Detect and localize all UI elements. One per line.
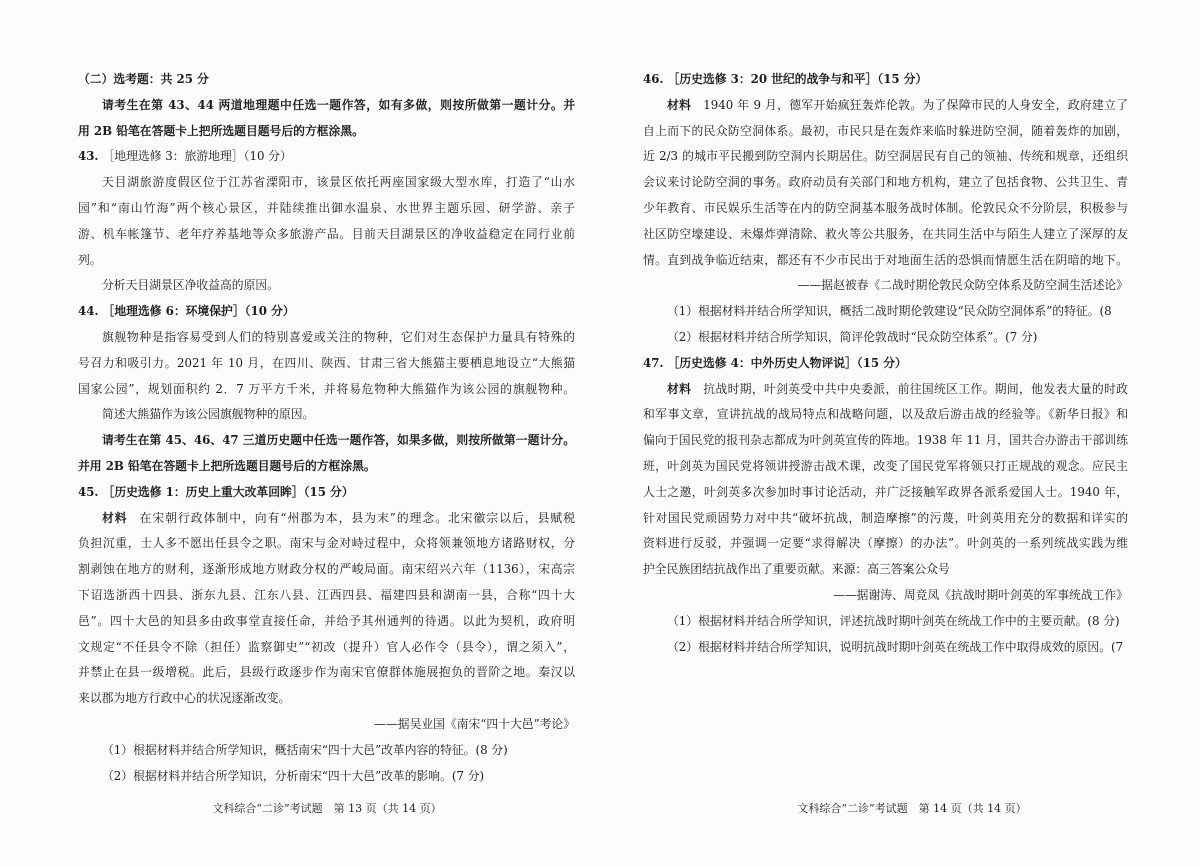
right-page-footer: 文科综合“二诊”考试题 第 14 页（共 14 页） bbox=[797, 802, 1027, 815]
q46-sub-question: （2）根据材料并结合所学知识，简评伦敦战时“民众防空体系”。(7 分) bbox=[667, 329, 1038, 344]
question-topic: ［地理选修 3：旅游地理］（10 分） bbox=[102, 149, 292, 164]
q44-prompt: 简述大熊猫作为该公园旗舰物种的原因。 bbox=[102, 407, 315, 422]
q47-material-line: 人士之邀，叶剑英多次参加时事讨论活动，并广泛接触军政界各派系爱国人士。1940 年， bbox=[643, 484, 1128, 499]
question-number: 46. bbox=[643, 72, 664, 86]
q45-material-line: 并禁止在县一级增税。此后，县级行政逐步作为南宋官僚群体施展抱负的晋阶之地。秦汉以 bbox=[78, 665, 575, 680]
q46-sub-question: （1）根据材料并结合所学知识，概括二战时期伦敦建设“民众防空洞体系”的特征。(8 bbox=[667, 304, 1112, 319]
question-number: 47. bbox=[643, 355, 664, 370]
q47-sub-question: （1）根据材料并结合所学知识，评述抗战时期叶剑英在统战工作中的主要贡献。(8 分) bbox=[667, 613, 1120, 628]
question-number: 44. bbox=[78, 304, 99, 319]
material-text: 1940 年 9 月，德军开始疯狂轰炸伦敦。为了保障市民的人身安全，政府建立了 bbox=[703, 97, 1128, 112]
q46-material-line: 自上而下的民众防空洞体系。最初，市民只是在轰炸来临时躲进防空洞，随着轰炸的加剧， bbox=[643, 123, 1128, 138]
q45-material-line: 割剥蚀在地方的财利，逐渐形成地方财政分权的严峻局面。南宋绍兴六年（1136），宋高宗 bbox=[78, 562, 575, 577]
q47-material-line: 针对国民党顽固势力对中共“破坏抗战，制造摩擦”的污蔑，叶剑英用充分的数据和详实的 bbox=[643, 510, 1128, 525]
q45-sub-question: （2）根据材料并结合所学知识，分析南宋“四十大邑”改革的影响。(7 分) bbox=[102, 768, 485, 783]
q45-material-line: 文规定“不任县令不除（担任）监察御史”“初改（提升）官人必作令（县令），谓之须入”， bbox=[78, 639, 575, 654]
q46-material-line bbox=[643, 93, 1128, 119]
hist-instructions-line: 请考生在第 45、46、47 三道历史题中任选一题作答，如果多做，则按所做第一题计分。 bbox=[102, 433, 575, 448]
q43-material-line: 园”和“南山竹海”两个核心景区，并陆续推出御水温泉、水世界主题乐园、研学游、亲子 bbox=[78, 200, 575, 215]
source-note: 来源：高三答案公众号 bbox=[831, 562, 950, 577]
q46-material-line: 近 2/3 的城市平民搬到防空洞内长期居住。防空洞居民有自己的领袖、传统和规章，还组织 bbox=[643, 149, 1128, 164]
question-45-title bbox=[78, 480, 575, 506]
material-text: 抗战时期，叶剑英受中共中央委派，前往国统区工作。期间，他发表大量的时政 bbox=[703, 381, 1128, 396]
question-47-title bbox=[643, 351, 1128, 377]
right-page bbox=[643, 67, 1128, 660]
left-page-footer: 文科综合“二诊”考试题 第 13 页（共 14 页） bbox=[212, 802, 442, 815]
q44-material-line: 号召力和吸引力。2021 年 10 月，在四川、陕西、甘肃三省大熊猫主要栖息地设立“大熊猫 bbox=[78, 355, 575, 370]
question-44-title bbox=[78, 299, 575, 325]
left-page bbox=[78, 67, 575, 789]
q46-material-line: 情。直到战争临近结束，都还有不少市民出于对地面生活的恐惧而情愿生活在阴暗的地下。 bbox=[643, 252, 1128, 267]
question-43-title bbox=[78, 144, 575, 170]
q47-sub-question: （2）根据材料并结合所学知识，说明抗战时期叶剑英在统战工作中取得成效的原因。(7 bbox=[667, 639, 1124, 654]
q47-material-line: 资料进行反驳，并强调一定要“求得解决（摩擦）的办法”。叶剑英的一系列统战实践为维 bbox=[643, 536, 1128, 551]
q45-source-citation: ——据吴业国《南宋“四十大邑”考论》 bbox=[374, 716, 575, 731]
q44-material-line: 旗舰物种是指容易受到人们的特别喜爱或关注的物种，它们对生态保护力量具有特殊的 bbox=[102, 329, 575, 344]
geo-instructions-line: 用 2B 铅笔在答题卡上把所选题目题号后的方框涂黑。 bbox=[78, 123, 364, 138]
section-heading: （二）选考题：共 25 分 bbox=[78, 72, 209, 86]
q45-material-line: 邑”。四十大邑的知县多由政事堂直接任命，并给予其州通判的待遇。以此为契机，政府明 bbox=[78, 613, 575, 628]
q45-material-line bbox=[78, 506, 575, 532]
q47-material-line bbox=[643, 557, 1128, 583]
question-topic: ［历史选修 3：20 世纪的战争与和平］（15 分） bbox=[667, 72, 928, 86]
hist-instructions-line: 并用 2B 铅笔在答题卡上把所选题目题号后的方框涂黑。 bbox=[78, 458, 376, 473]
question-46-title bbox=[643, 67, 1128, 93]
q43-prompt: 分析天目湖景区净收益高的原因。 bbox=[102, 278, 279, 293]
question-topic: ［历史选修 4：中外历史人物评说］（15 分） bbox=[667, 355, 907, 370]
q46-source-citation: ——据赵被春《二战时期伦敦民众防空体系及防空洞生活述论》 bbox=[797, 278, 1128, 293]
question-topic: ［地理选修 6：环境保护］（10 分） bbox=[102, 304, 295, 319]
q47-source-citation: ——据谢涛、周竞凤《抗战时期叶剑英的军事统战工作》 bbox=[833, 587, 1128, 602]
q47-material-line: 偏向于国民党的报刊杂志都成为叶剑英宣传的阵地。1938 年 11 月，国共合办游击干部训练 bbox=[643, 433, 1128, 448]
q47-material-line: 和军事文章，宣讲抗战的战局特点和战略问题，以及敌后游击战的经验等。《新华日报》和 bbox=[643, 407, 1128, 422]
material-text: 护全民族团结抗战作出了重要贡献。 bbox=[643, 562, 832, 577]
q45-sub-question: （1）根据材料并结合所学知识，概括南宋“四十大邑”改革内容的特征。(8 分) bbox=[102, 742, 508, 757]
material-label: 材料 bbox=[102, 510, 128, 525]
q47-material-line bbox=[643, 377, 1128, 403]
q45-material-line: 来以郡为地方行政中心的状况逐渐改变。 bbox=[78, 691, 291, 706]
q46-material-line: 少年教育、市民娱乐生活等在内的防空洞基本服务战时体制。伦敦民众不分阶层，积极参与 bbox=[643, 200, 1128, 215]
question-number: 45. bbox=[78, 484, 99, 499]
q46-material-line: 会议来讨论防空洞的事务。政府动员有关部门和地方机构，建立了包括食物、公共卫生、青 bbox=[643, 175, 1128, 190]
q45-material-line: 下诏选浙西十四县、浙东九县、江东八县、江西四县、福建四县和湖南一县，合称“四十大 bbox=[78, 587, 575, 602]
q45-material-line: 负担沉重，士人多不愿出任县令之职。南宋与金对峙过程中，众将领兼领地方诸路财权，分 bbox=[78, 536, 575, 551]
geo-instructions-line: 请考生在第 43、44 两道地理题中任选一题作答，如有多做，则按所做第一题计分。并 bbox=[102, 97, 575, 112]
material-text: 在宋朝行政体制中，向有“州郡为本，县为末”的理念。北宋徽宗以后，县赋税 bbox=[139, 510, 575, 525]
q46-material-line: 社区防空壕建设、未爆炸弹清除、救火等公共服务，在共同生活中与陌生人建立了深厚的友 bbox=[643, 226, 1128, 241]
question-topic: ［历史选修 1：历史上重大改革回眸］（15 分） bbox=[102, 484, 354, 499]
q44-material-line: 国家公园”，规划面积约 2．7 万平方千米，并将易危物种大熊猫作为该公园的旗舰物种。 bbox=[78, 381, 575, 396]
material-label: 材料 bbox=[667, 97, 692, 112]
question-number: 43. bbox=[78, 149, 99, 164]
q47-material-line: 班，叶剑英为国民党将领讲授游击战术课，改变了国民党军将领只打正规战的观念。应民主 bbox=[643, 458, 1128, 473]
q43-material-line: 游、机车帐篷节、老年疗养基地等众多旅游产品。目前天目湖景区的净收益稳定在同行业前 bbox=[78, 226, 575, 241]
material-label: 材料 bbox=[667, 381, 692, 396]
q43-material-line: 列。 bbox=[78, 252, 102, 267]
q43-material-line: 天目湖旅游度假区位于江苏省溧阳市，该景区依托两座国家级大型水库，打造了“山水 bbox=[102, 175, 575, 190]
